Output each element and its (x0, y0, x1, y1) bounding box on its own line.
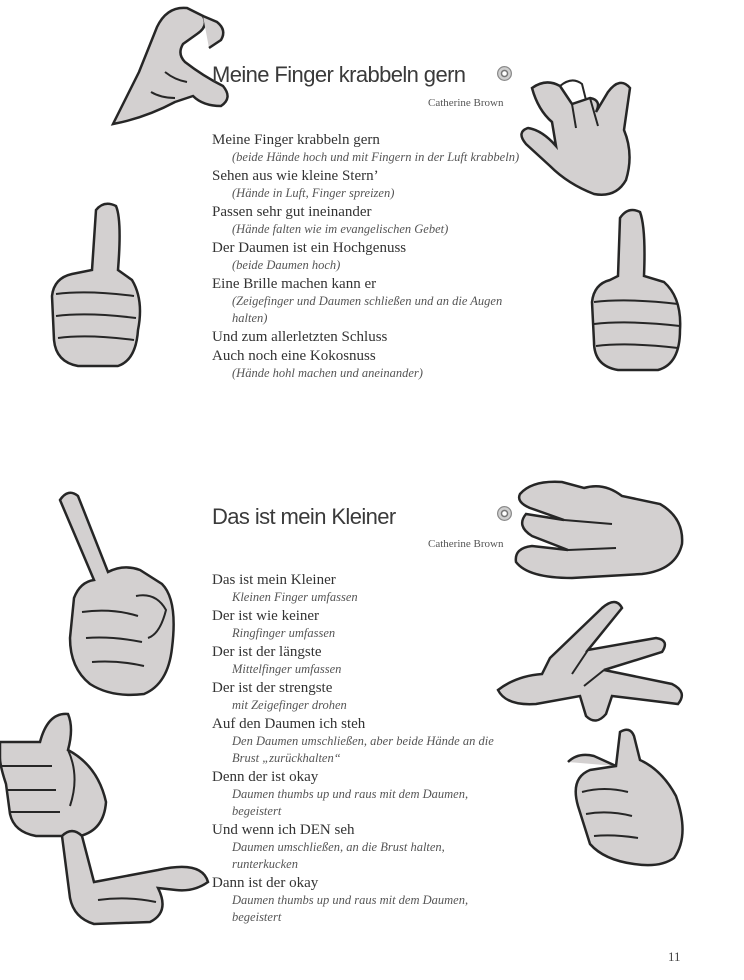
cd-icon[interactable] (497, 66, 512, 81)
verse-note: Mittelfinger umfassen (232, 662, 342, 676)
verse-line: Der ist der längste (212, 644, 322, 660)
verse-line: Meine Finger krabbeln gern (212, 132, 380, 148)
verse-note: (Hände hohl machen und aneinander) (232, 366, 423, 380)
page-number: 11 (668, 949, 681, 964)
reaching-hand-top-right-icon (512, 474, 686, 582)
verse-line: Das ist mein Kleiner (212, 572, 336, 588)
verse-note: (Hände in Luft, Finger spreizen) (232, 186, 395, 200)
song1-verse (212, 130, 532, 382)
verse-line: Auch noch eine Kokosnuss (212, 348, 376, 364)
verse-line: Auf den Daumen ich steh (212, 716, 366, 732)
thumbs-up-left-icon (48, 200, 148, 370)
verse-note: (beide Daumen hoch) (232, 258, 341, 272)
verse-line: Und wenn ich DEN seh (212, 822, 355, 838)
verse-note: (Zeigefinger und Daumen schließen und an die Augen halten) (232, 294, 503, 325)
verse-line: Sehen aus wie kleine Stern’ (212, 168, 379, 184)
verse-line: Denn der ist okay (212, 769, 319, 785)
verse-note: Daumen thumbs up und raus mit dem Daumen, begeistert (232, 787, 469, 818)
thumbs-up-right-icon (588, 206, 688, 374)
cd-icon[interactable] (497, 506, 512, 521)
pointing-up-hand-icon (52, 488, 182, 700)
hand-grasping-finger-icon (564, 726, 692, 870)
verse-line: Eine Brille machen kann er (212, 276, 377, 292)
song1-title: Meine Finger krabbeln gern (212, 62, 466, 87)
verse-line: Der Daumen ist ein Hochgenuss (212, 240, 407, 256)
spread-hand-right-icon (492, 592, 692, 732)
song2-author: Catherine Brown (428, 538, 504, 550)
fist-hand-bottom-left-icon (0, 706, 118, 842)
verse-note: (Hände falten wie im evangelischen Gebet) (232, 222, 449, 236)
verse-line: Und zum allerletzten Schluss (212, 329, 388, 345)
verse-line: Dann ist der okay (212, 875, 319, 891)
verse-line: Passen sehr gut ineinander (212, 204, 372, 220)
verse-note: Daumen umschließen, an die Brust halten, runterkucken (232, 840, 445, 871)
song2-verse (212, 570, 502, 926)
verse-note: Kleinen Finger umfassen (232, 590, 358, 604)
verse-note: Daumen thumbs up und raus mit dem Daumen, begeistert (232, 893, 469, 924)
verse-line: Der ist der strengste (212, 680, 333, 696)
song1-author: Catherine Brown (428, 97, 504, 109)
verse-line: Der ist wie keiner (212, 608, 320, 624)
verse-note: Den Daumen umschließen, aber beide Hände an die Brust „zurückhalten“ (232, 734, 494, 765)
verse-note: Ringfinger umfassen (232, 626, 336, 640)
verse-note: mit Zeigefinger drohen (232, 698, 347, 712)
verse-note: (beide Hände hoch und mit Fingern in der Luft krabbeln) (232, 150, 520, 164)
song2-title: Das ist mein Kleiner (212, 504, 396, 529)
open-hand-bottom-left-icon (58, 826, 210, 928)
